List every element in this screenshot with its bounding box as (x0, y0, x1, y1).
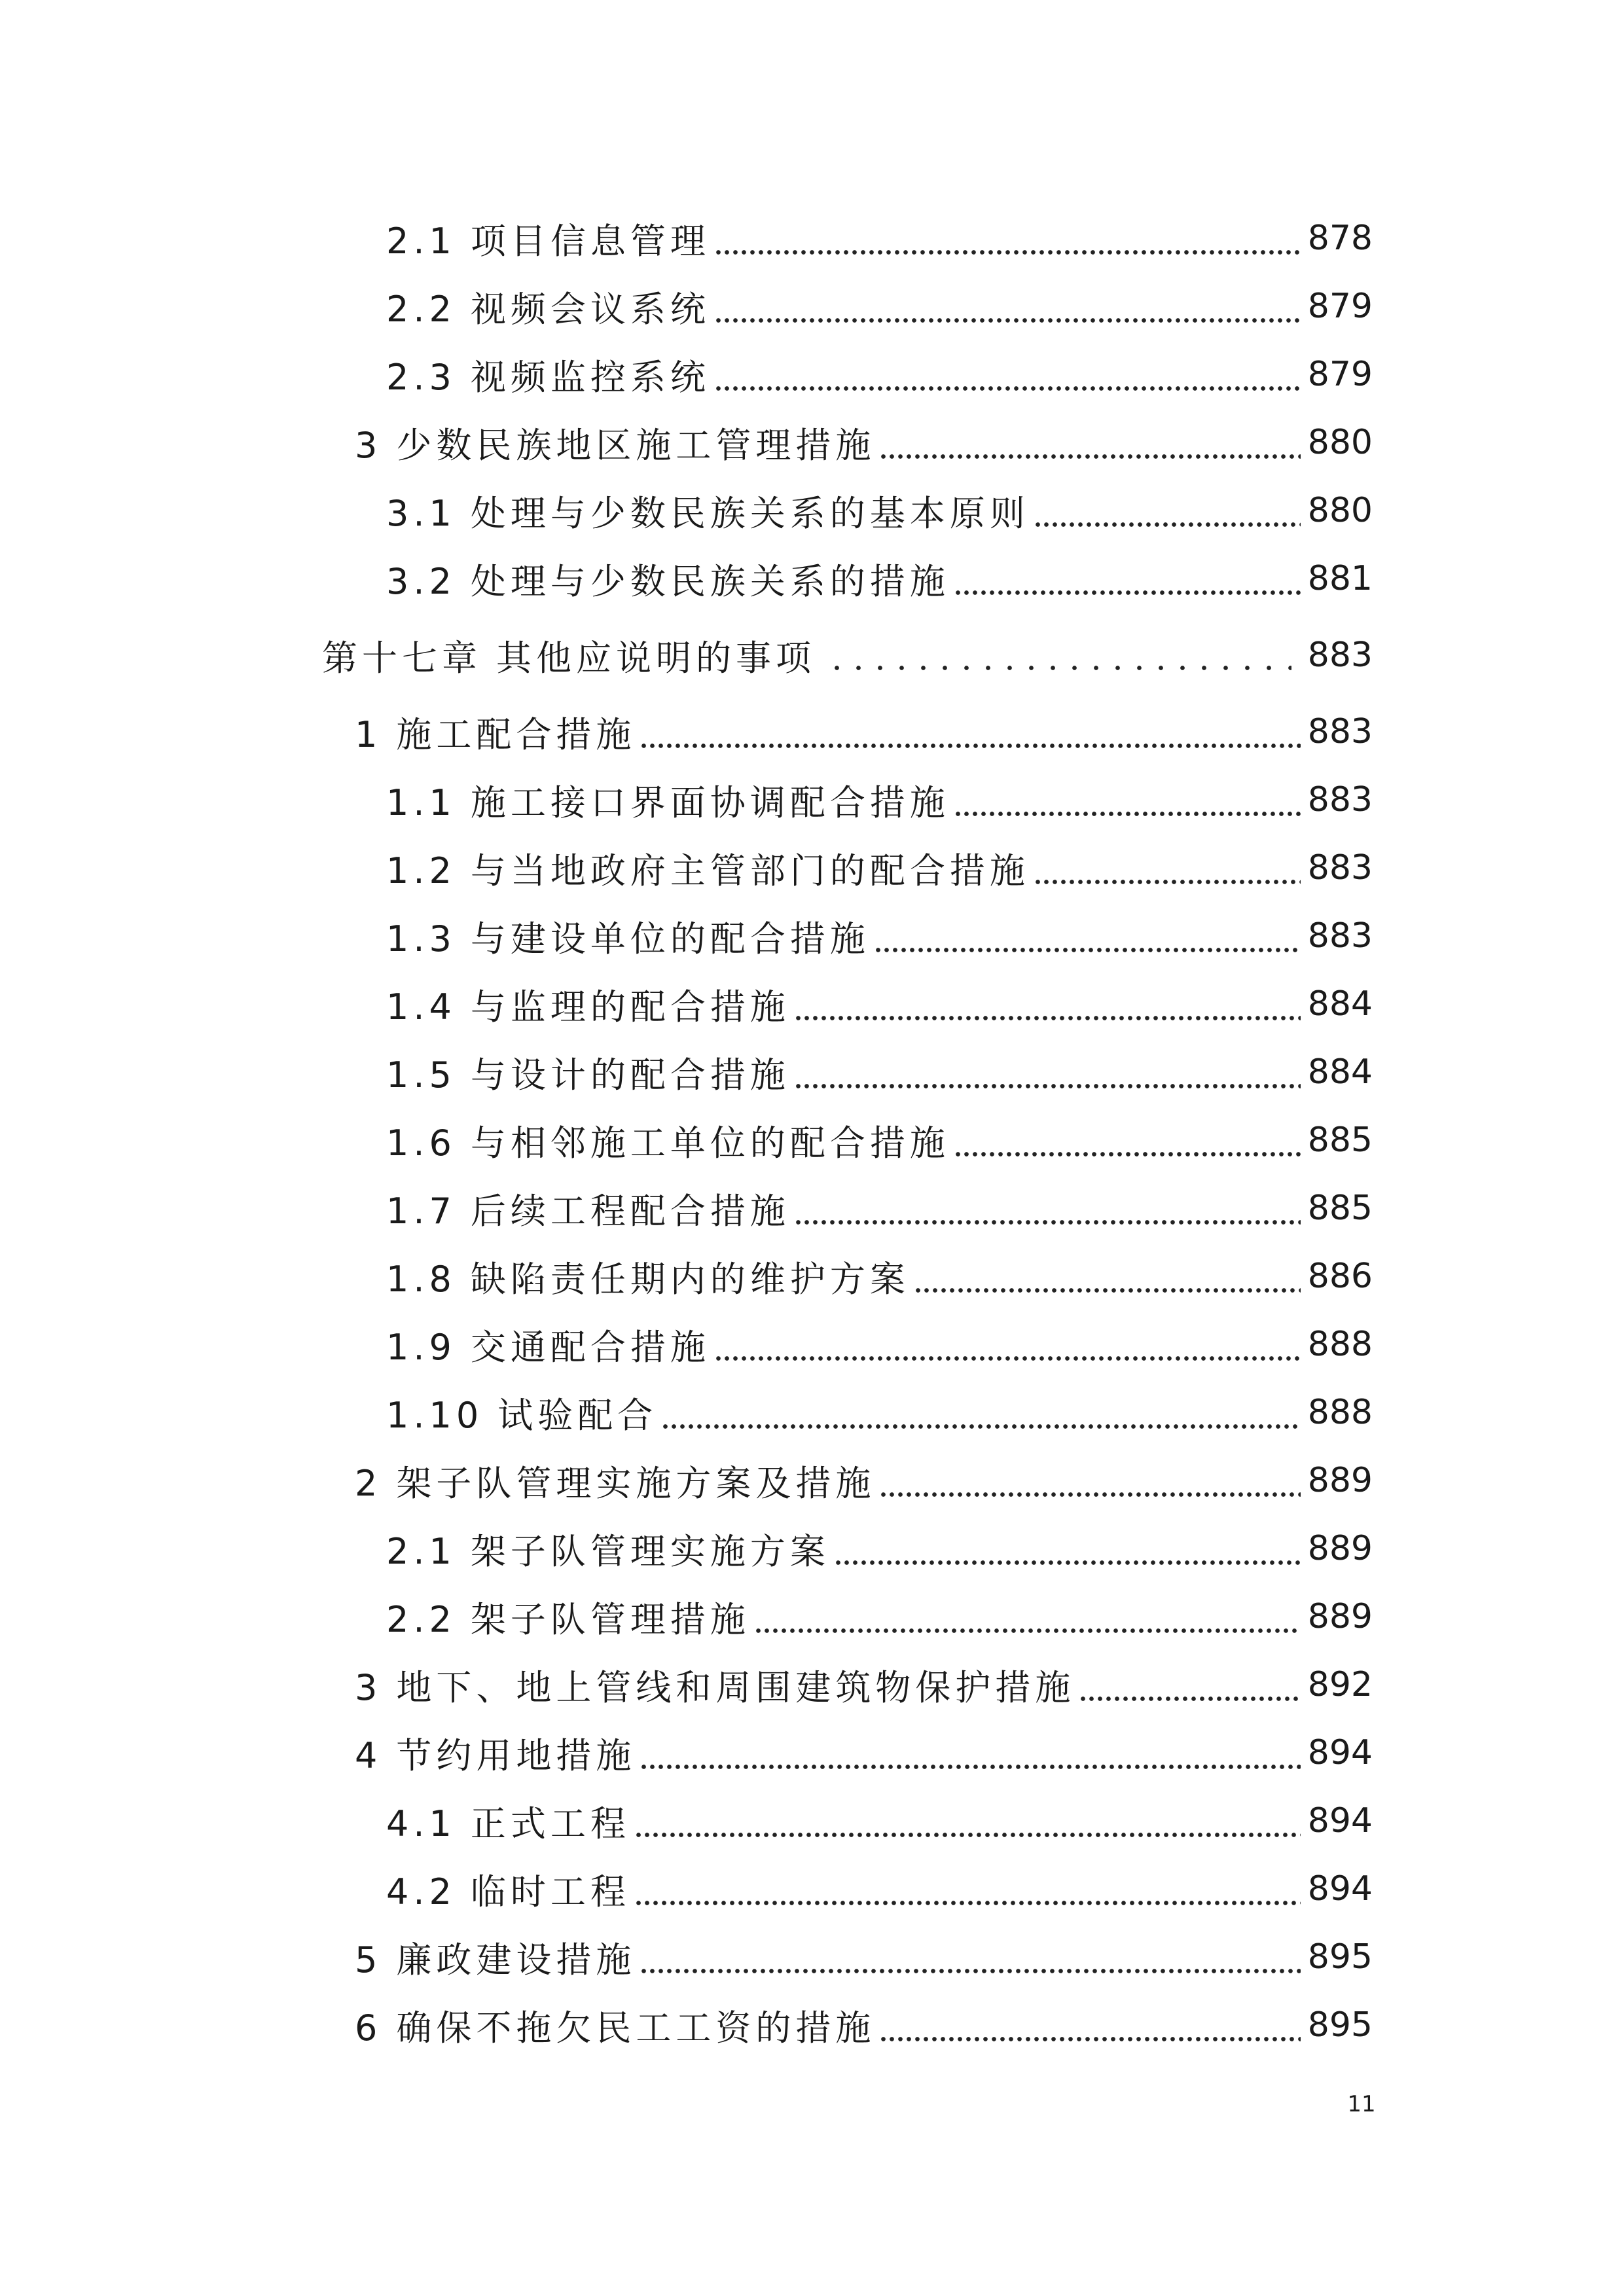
toc-entry-title: 地下、地上管线和周围建筑物保护措施 (396, 1666, 1075, 1708)
toc-entry-label (386, 213, 714, 264)
toc-entry-label (322, 630, 820, 681)
toc-entry-title: 缺陷责任期内的维护方案 (470, 1258, 910, 1300)
toc-leader-dots (954, 1122, 1301, 1158)
toc-entry[interactable] (0, 902, 1624, 970)
toc-entry-number: 1.6 (386, 1122, 456, 1164)
toc-entry-number: 3 (355, 424, 382, 466)
toc-entry-label (386, 1115, 954, 1166)
toc-entry-number: 3.1 (386, 492, 456, 534)
toc-entry-label (386, 1796, 634, 1846)
toc-entry-label (386, 281, 714, 332)
toc-entry[interactable] (0, 1991, 1624, 2059)
toc-entry-label (355, 1456, 879, 1506)
toc-entry-page: 895 (1307, 1937, 1373, 1977)
toc-entry-title: 处理与少数民族关系的措施 (470, 560, 950, 602)
toc-entry-number: 第十七章 (322, 637, 482, 679)
toc-leader-dots (754, 1599, 1301, 1634)
toc-entry-page: 884 (1307, 1052, 1373, 1092)
toc-entry-title: 处理与少数民族关系的基本原则 (470, 492, 1030, 534)
toc-entry-page: 880 (1307, 423, 1373, 462)
toc-entry-label (386, 554, 954, 604)
toc-entry[interactable] (0, 545, 1624, 613)
toc-leader-dots (874, 918, 1301, 954)
toc-entry-title: 与建设单位的配合措施 (470, 918, 870, 960)
toc-entry-label (386, 911, 874, 961)
toc-entry-page: 889 (1307, 1461, 1373, 1500)
toc-entry-page: 894 (1307, 1733, 1373, 1772)
toc-leader-dots (1034, 850, 1301, 886)
toc-entry-page: 878 (1307, 219, 1373, 258)
toc-entry-page: 883 (1307, 636, 1373, 675)
toc-entry-label (386, 1047, 794, 1098)
toc-entry-title: 与当地政府主管部门的配合措施 (470, 850, 1030, 891)
toc-entry-label (386, 1388, 661, 1438)
toc-leader-dots (954, 782, 1301, 817)
toc-entry[interactable] (0, 1855, 1624, 1923)
toc-entry-label (355, 1728, 640, 1778)
toc-entry-number: 2.3 (386, 356, 456, 398)
toc-entry-label (386, 843, 1034, 893)
toc-entry-label (386, 1183, 794, 1234)
toc-entry-label (386, 775, 954, 825)
toc-entry[interactable] (0, 408, 1624, 476)
toc-chapter-entry[interactable] (0, 613, 1624, 698)
toc-entry-label (386, 1524, 834, 1574)
toc-entry[interactable] (0, 1923, 1624, 1991)
toc-entry-number: 4.1 (386, 1803, 456, 1844)
toc-entry-number: 2.2 (386, 288, 456, 330)
toc-entry-title: 其他应说明的事项 (496, 637, 816, 679)
toc-entry-number: 6 (355, 2007, 382, 2049)
toc-leader-dots (714, 289, 1301, 324)
toc-entry[interactable] (0, 1515, 1624, 1583)
toc-leader-dots (914, 1259, 1301, 1294)
toc-leader-dots (794, 986, 1301, 1022)
toc-entry-title: 正式工程 (470, 1803, 630, 1844)
toc-leader-dots (1079, 1667, 1301, 1702)
table-of-contents (0, 204, 1624, 2059)
toc-entry[interactable] (0, 340, 1624, 408)
toc-leader-dots (826, 637, 1291, 673)
toc-entry[interactable] (0, 1446, 1624, 1515)
toc-entry[interactable] (0, 476, 1624, 545)
toc-entry-label (386, 350, 714, 400)
toc-entry-number: 2.2 (386, 1598, 456, 1640)
toc-leader-dots (714, 357, 1301, 392)
toc-entry[interactable] (0, 1719, 1624, 1787)
toc-entry-number: 1.2 (386, 850, 456, 891)
toc-entry-title: 临时工程 (470, 1871, 630, 1912)
toc-entry-title: 试验配合 (497, 1394, 658, 1436)
toc-entry[interactable] (0, 1583, 1624, 1651)
toc-entry-label (386, 486, 1034, 536)
toc-entry-number: 1.9 (386, 1326, 456, 1368)
toc-entry-number: 1.8 (386, 1258, 456, 1300)
toc-entry-label (355, 418, 879, 468)
toc-entry-title: 项目信息管理 (470, 220, 710, 262)
toc-leader-dots (634, 1803, 1301, 1839)
toc-leader-dots (634, 1871, 1301, 1907)
toc-entry-number: 1.3 (386, 918, 456, 960)
toc-leader-dots (1034, 493, 1301, 528)
toc-entry-number: 1.5 (386, 1054, 456, 1096)
toc-entry-page: 879 (1307, 287, 1373, 326)
toc-entry[interactable] (0, 204, 1624, 272)
toc-entry-page: 883 (1307, 712, 1373, 751)
toc-entry-page: 889 (1307, 1597, 1373, 1636)
toc-entry-page: 879 (1307, 355, 1373, 394)
toc-entry-number: 1.7 (386, 1190, 456, 1232)
toc-entry-page: 894 (1307, 1801, 1373, 1840)
toc-entry-number: 3.2 (386, 560, 456, 602)
toc-leader-dots (661, 1395, 1301, 1430)
toc-entry-number: 1 (355, 713, 382, 755)
toc-entry-page: 894 (1307, 1869, 1373, 1909)
toc-entry-number: 2 (355, 1462, 382, 1504)
toc-entry[interactable] (0, 1651, 1624, 1719)
toc-entry-page: 884 (1307, 984, 1373, 1024)
toc-entry-title: 视频监控系统 (470, 356, 710, 398)
toc-leader-dots (879, 1463, 1301, 1498)
toc-entry[interactable] (0, 1038, 1624, 1106)
toc-entry-title: 架子队管理措施 (470, 1598, 750, 1640)
toc-entry[interactable] (0, 766, 1624, 834)
toc-entry-label (386, 1592, 754, 1642)
toc-entry-label (355, 707, 640, 757)
toc-entry-title: 廉政建设措施 (396, 1939, 636, 1981)
toc-entry-title: 与相邻施工单位的配合措施 (470, 1122, 950, 1164)
toc-entry-title: 视频会议系统 (470, 288, 710, 330)
toc-entry-page: 889 (1307, 1529, 1373, 1568)
toc-entry-page: 883 (1307, 916, 1373, 956)
toc-entry-title: 与监理的配合措施 (470, 986, 790, 1028)
toc-entry[interactable] (0, 1242, 1624, 1310)
toc-entry[interactable] (0, 698, 1624, 766)
toc-entry-label (386, 1864, 634, 1914)
toc-entry-page: 888 (1307, 1325, 1373, 1364)
toc-entry-page: 881 (1307, 559, 1373, 598)
toc-entry-title: 施工配合措施 (396, 713, 636, 755)
toc-leader-dots (640, 714, 1301, 749)
toc-entry-label (386, 979, 794, 1030)
toc-entry-number: 1.1 (386, 781, 456, 823)
toc-entry-number: 3 (355, 1666, 382, 1708)
toc-entry-page: 880 (1307, 491, 1373, 530)
toc-leader-dots (794, 1191, 1301, 1226)
toc-leader-dots (879, 425, 1301, 460)
toc-entry-number: 2.1 (386, 1530, 456, 1572)
toc-entry-number: 1.4 (386, 986, 456, 1028)
toc-entry[interactable] (0, 1174, 1624, 1242)
toc-entry-title: 确保不拖欠民工工资的措施 (396, 2007, 876, 2049)
toc-entry-label (355, 1660, 1079, 1710)
toc-entry[interactable] (0, 970, 1624, 1038)
toc-entry[interactable] (0, 272, 1624, 340)
toc-entry-label (355, 2000, 879, 2051)
toc-leader-dots (794, 1054, 1301, 1090)
toc-entry-title: 架子队管理实施方案及措施 (396, 1462, 876, 1504)
toc-entry-label (355, 1932, 640, 1982)
toc-entry-page: 895 (1307, 2005, 1373, 2045)
toc-leader-dots (834, 1531, 1301, 1566)
toc-entry-page: 888 (1307, 1393, 1373, 1432)
toc-entry-number: 5 (355, 1939, 382, 1981)
toc-leader-dots (640, 1735, 1301, 1770)
toc-entry-page: 883 (1307, 848, 1373, 888)
toc-entry-page: 886 (1307, 1257, 1373, 1296)
toc-leader-dots (954, 561, 1301, 596)
toc-leader-dots (714, 1327, 1301, 1362)
toc-entry[interactable] (0, 1787, 1624, 1855)
toc-entry-label (386, 1319, 714, 1370)
toc-entry[interactable] (0, 1378, 1624, 1446)
toc-entry-title: 少数民族地区施工管理措施 (396, 424, 876, 466)
toc-entry-title: 交通配合措施 (470, 1326, 710, 1368)
toc-entry-label (386, 1251, 914, 1302)
toc-entry[interactable] (0, 834, 1624, 902)
toc-entry-number: 2.1 (386, 220, 456, 262)
page-number: 11 (1347, 2091, 1376, 2117)
toc-entry-title: 施工接口界面协调配合措施 (470, 781, 950, 823)
toc-leader-dots (879, 2007, 1301, 2043)
toc-entry-page: 883 (1307, 780, 1373, 819)
toc-entry-title: 与设计的配合措施 (470, 1054, 790, 1096)
toc-entry-title: 架子队管理实施方案 (470, 1530, 830, 1572)
toc-entry-title: 后续工程配合措施 (470, 1190, 790, 1232)
toc-entry[interactable] (0, 1310, 1624, 1378)
toc-entry-number: 4 (355, 1734, 382, 1776)
toc-leader-dots (714, 221, 1301, 256)
toc-entry-number: 1.10 (386, 1394, 484, 1436)
toc-entry-page: 885 (1307, 1121, 1373, 1160)
toc-entry-page: 892 (1307, 1665, 1373, 1704)
toc-entry[interactable] (0, 1106, 1624, 1174)
toc-entry-page: 885 (1307, 1189, 1373, 1228)
toc-entry-title: 节约用地措施 (396, 1734, 636, 1776)
toc-leader-dots (640, 1939, 1301, 1975)
toc-entry-number: 4.2 (386, 1871, 456, 1912)
